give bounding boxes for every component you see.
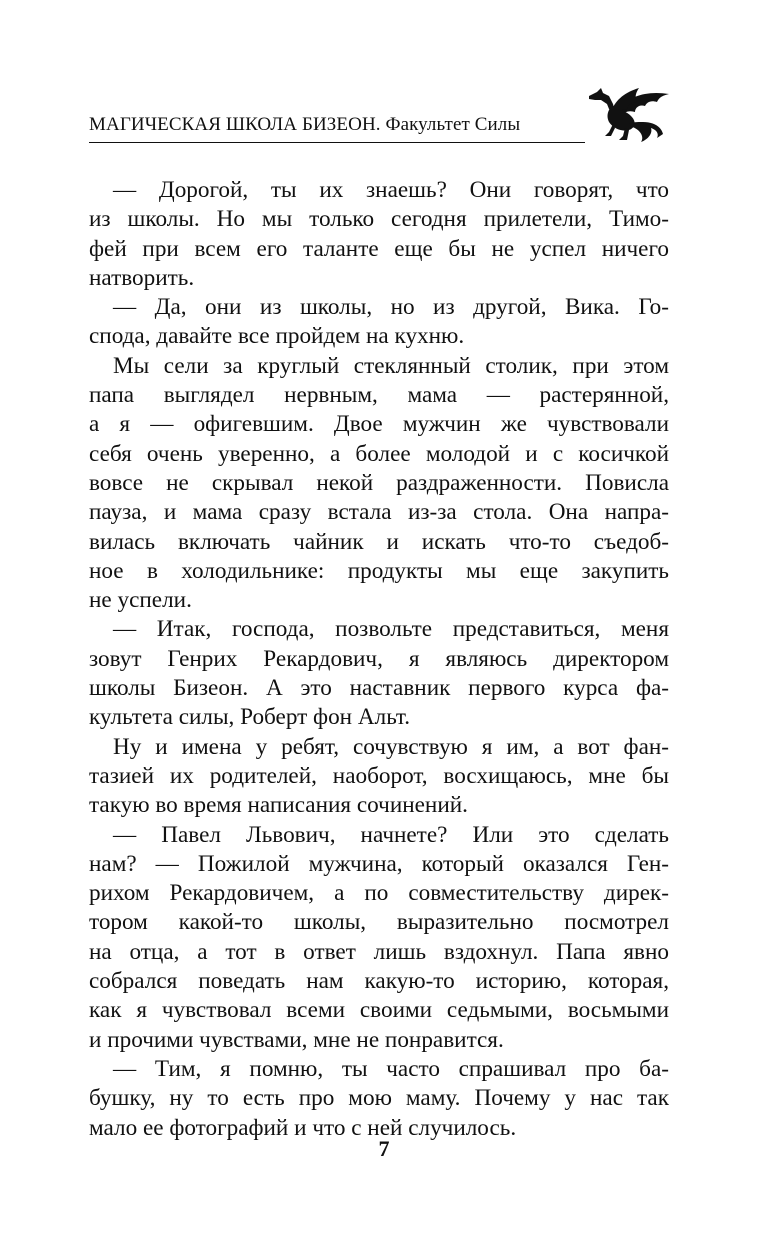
text-line: мало ее фотографий и что с ней случилось.: [89, 1114, 517, 1141]
book-title: МАГИЧЕСКАЯ ШКОЛА БИЗЕОН. Факультет Силы: [89, 114, 521, 135]
page-number: 7: [378, 1136, 390, 1161]
text-line: собрался поведать нам какую-то историю, которая,: [89, 968, 669, 995]
text-line: — Дорогой, ты их знаешь? Они говорят, что: [113, 177, 669, 203]
text-line: себя очень уверенно, а более молодой и с косичкой: [89, 440, 669, 467]
running-header: [89, 84, 675, 146]
text-line: рихом Рекардовичем, а по совместительству дирек-: [89, 880, 669, 907]
text-line: натворить.: [89, 264, 195, 291]
text-line: ное в холодильнике: продукты мы еще закупить: [89, 557, 669, 584]
text-line: культета силы, Роберт фон Альт.: [89, 704, 411, 731]
text-line: и прочими чувствами, мне не понравится.: [89, 1026, 504, 1053]
text-line: зовут Генрих Рекардович, я являюсь директором: [89, 645, 669, 672]
text-line: такую во время написания сочинений.: [89, 792, 468, 819]
text-line: — Да, они из школы, но из другой, Вика. Го-: [113, 294, 669, 321]
text-line: вовсе не скрывал некой раздраженности. Повисла: [89, 469, 669, 496]
text-line: а я — офигевшим. Двое мужчин же чувствовали: [89, 411, 669, 438]
text-line: папа выглядел нервным, мама — растерянной,: [89, 382, 669, 409]
dragon-icon: [585, 84, 675, 146]
text-line: тором какой-то школы, выразительно посмотрел: [89, 909, 669, 936]
page-body: [89, 176, 669, 1143]
text-line: — Павел Львович, начнете? Или это сделать: [113, 821, 669, 848]
text-line: как я чувствовал всеми своими седьмыми, восьмыми: [89, 997, 669, 1024]
text-line: — Тим, я помню, ты часто спрашивал про ба-: [113, 1055, 669, 1082]
text-line: бушку, ну то есть про мою маму. Почему у нас так: [89, 1085, 669, 1112]
text-line: не успели.: [89, 587, 192, 614]
text-line: из школы. Но мы только сегодня прилетели, Тимо-: [89, 206, 669, 233]
text-line: — Итак, господа, позвольте представиться, меня: [113, 616, 669, 643]
text-line: нам? — Пожилой мужчина, который оказался Ген-: [89, 850, 669, 877]
header-rule: [89, 142, 585, 143]
text-line: на отца, а тот в ответ лишь вздохнул. Папа явно: [89, 938, 669, 965]
text-line: пауза, и мама сразу встала из-за стола. Она напра-: [89, 499, 669, 526]
text-line: Ну и имена у ребят, сочувствую я им, а вот фан-: [113, 733, 669, 760]
text-line: вилась включать чайник и искать что-то съедоб-: [89, 528, 669, 555]
text-line: Мы сели за круглый стеклянный столик, при этом: [113, 352, 669, 379]
text-line: школы Бизеон. А это наставник первого курса фа-: [89, 675, 669, 702]
text-line: фей при всем его таланте еще бы не успел ничего: [89, 235, 669, 262]
text-line: спода, давайте все пройдем на кухню.: [89, 323, 465, 350]
text-line: тазией их родителей, наоборот, восхищаюсь, мне бы: [89, 762, 669, 789]
